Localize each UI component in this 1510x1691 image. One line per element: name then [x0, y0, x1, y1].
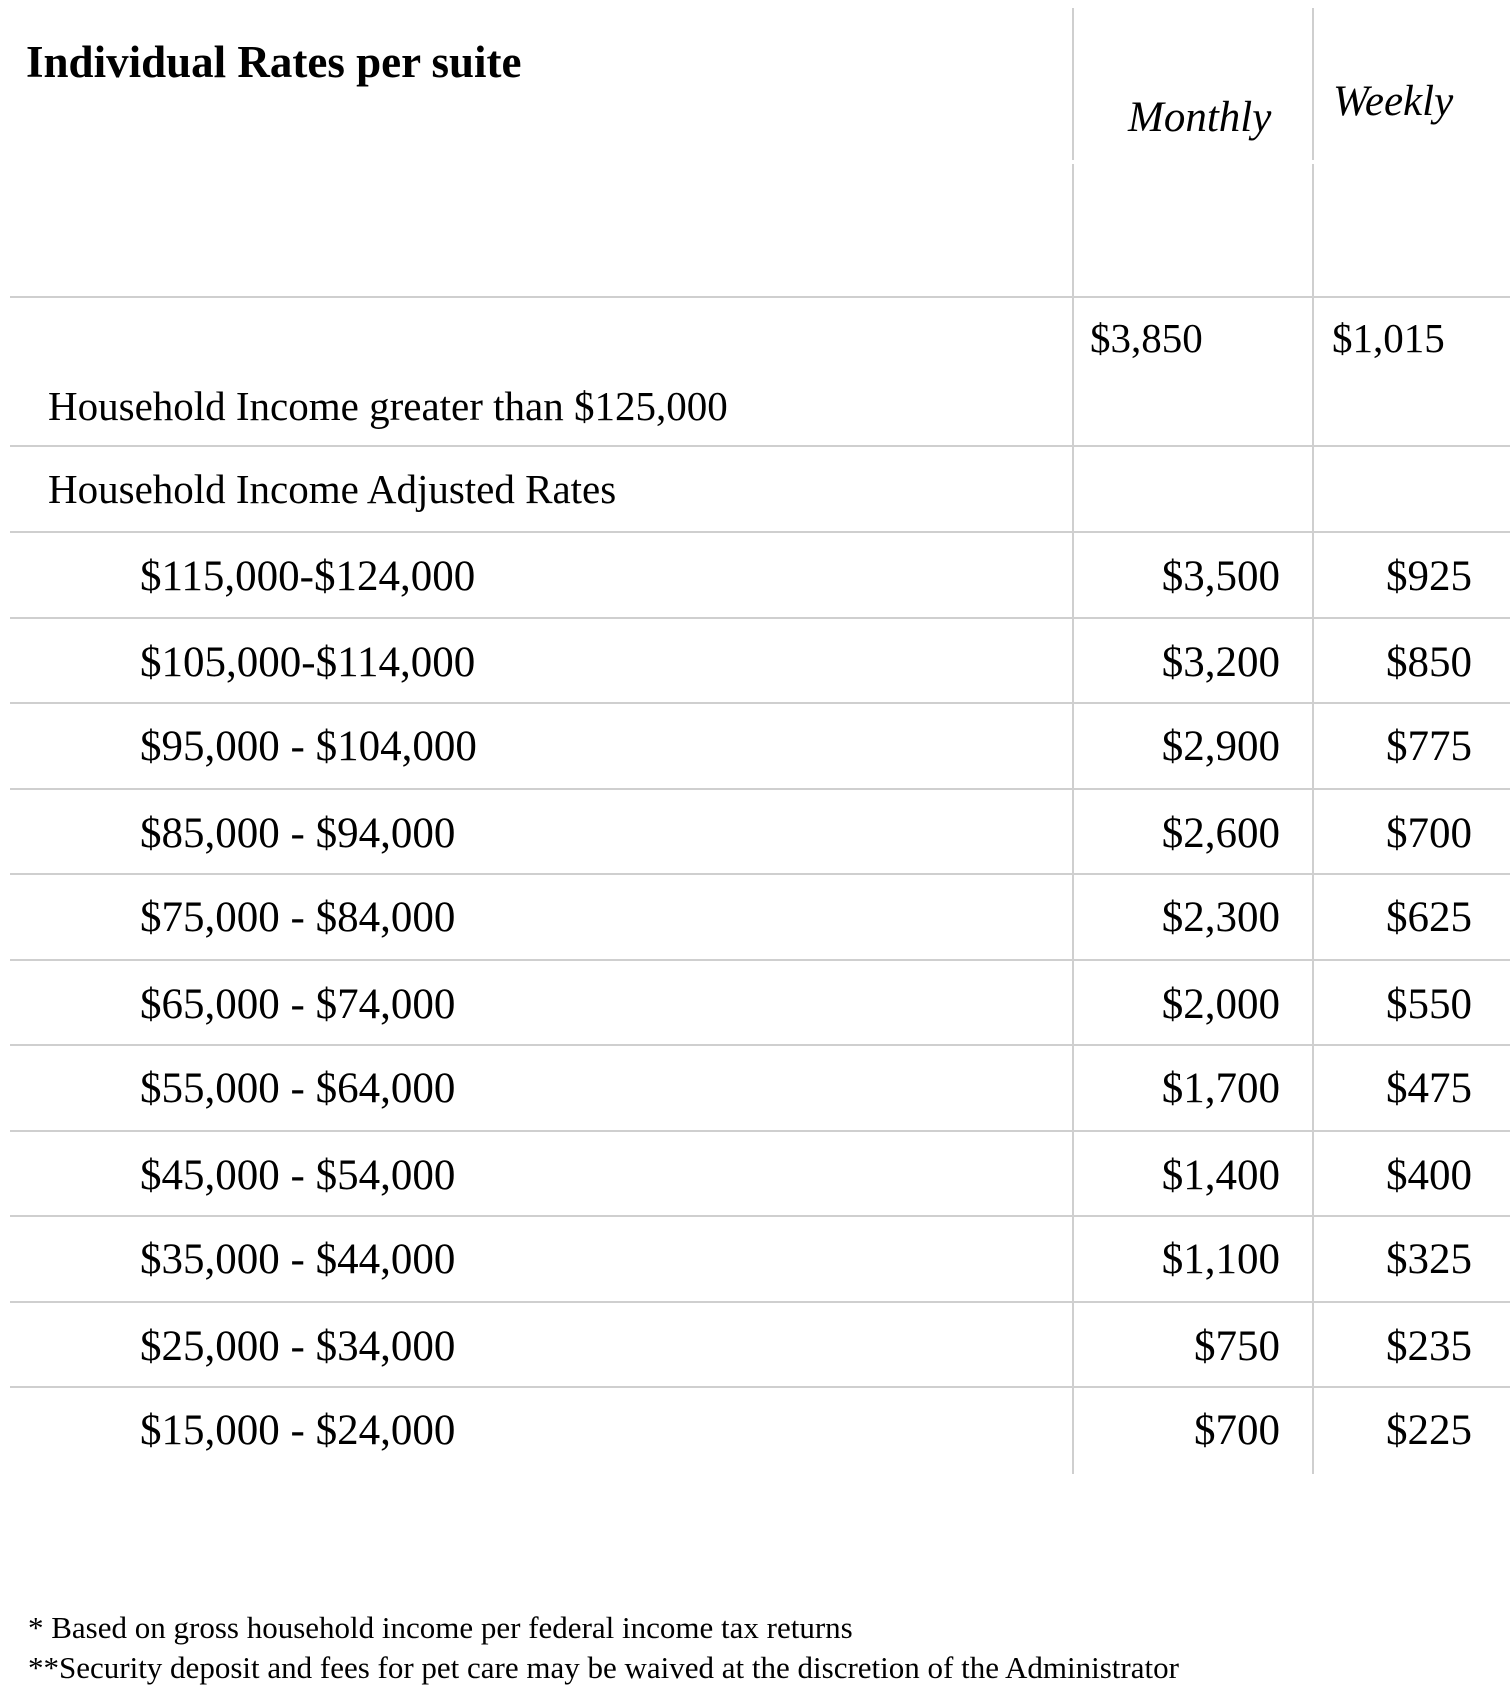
income-range: $115,000-$124,000 [140, 553, 476, 600]
monthly-rate: $2,600 [1161, 810, 1280, 857]
monthly-rate: $1,700 [1161, 1065, 1280, 1112]
column-divider-weekly-top [1312, 8, 1314, 160]
monthly-rate: $1,100 [1161, 1236, 1280, 1283]
income-range: $25,000 - $34,000 [140, 1323, 456, 1370]
table-row [0, 790, 1510, 875]
income-range: $15,000 - $24,000 [140, 1407, 456, 1454]
weekly-rate: $700 [1386, 810, 1472, 857]
monthly-rate: $750 [1194, 1323, 1280, 1370]
table-row [0, 533, 1510, 618]
weekly-rate: $625 [1386, 894, 1472, 941]
income-range: $65,000 - $74,000 [140, 981, 456, 1028]
row-divider [10, 296, 1510, 298]
weekly-rate: $235 [1386, 1323, 1472, 1370]
monthly-rate: $700 [1194, 1407, 1280, 1454]
weekly-rate: $850 [1386, 639, 1472, 686]
weekly-rate: $475 [1386, 1065, 1472, 1112]
base-rate-weekly: $1,015 [1332, 315, 1445, 361]
income-range: $85,000 - $94,000 [140, 810, 456, 857]
income-range: $45,000 - $54,000 [140, 1152, 456, 1199]
monthly-rate: $3,200 [1161, 639, 1280, 686]
footnote-income-basis: * Based on gross household income per federal income tax returns [28, 1610, 853, 1645]
monthly-rate: $2,300 [1161, 894, 1280, 941]
income-range: $95,000 - $104,000 [140, 723, 477, 770]
base-rate-monthly: $3,850 [1090, 315, 1203, 361]
weekly-rate: $550 [1386, 981, 1472, 1028]
monthly-rate: $1,400 [1161, 1152, 1280, 1199]
table-row [0, 1387, 1510, 1472]
income-range: $75,000 - $84,000 [140, 894, 456, 941]
weekly-rate: $925 [1386, 553, 1472, 600]
monthly-rate: $2,000 [1161, 981, 1280, 1028]
income-range: $35,000 - $44,000 [140, 1236, 456, 1283]
column-divider-monthly-top [1072, 8, 1074, 160]
base-rate-label: Household Income greater than $125,000 [48, 383, 728, 429]
row-divider [10, 445, 1510, 447]
income-range: $55,000 - $64,000 [140, 1065, 456, 1112]
adjusted-rates-section-label: Household Income Adjusted Rates [48, 466, 617, 512]
table-row [0, 703, 1510, 788]
table-row [0, 1045, 1510, 1130]
footnote-security-deposit: **Security deposit and fees for pet care may be waived at the discretion of the Administrator [28, 1650, 1179, 1685]
weekly-rate: $775 [1386, 723, 1472, 770]
monthly-rate: $3,500 [1161, 553, 1280, 600]
income-range: $105,000-$114,000 [140, 639, 476, 686]
table-row [0, 961, 1510, 1046]
table-row [0, 1216, 1510, 1301]
page-title: Individual Rates per suite [26, 37, 522, 87]
table-row [0, 874, 1510, 959]
weekly-rate: $225 [1386, 1407, 1472, 1454]
table-row [0, 1303, 1510, 1388]
table-row [0, 619, 1510, 704]
weekly-rate: $325 [1386, 1236, 1472, 1283]
column-header-monthly: Monthly [1128, 94, 1272, 141]
monthly-rate: $2,900 [1161, 723, 1280, 770]
weekly-rate: $400 [1386, 1152, 1472, 1199]
table-row [0, 1132, 1510, 1217]
column-header-weekly: Weekly [1333, 78, 1454, 125]
